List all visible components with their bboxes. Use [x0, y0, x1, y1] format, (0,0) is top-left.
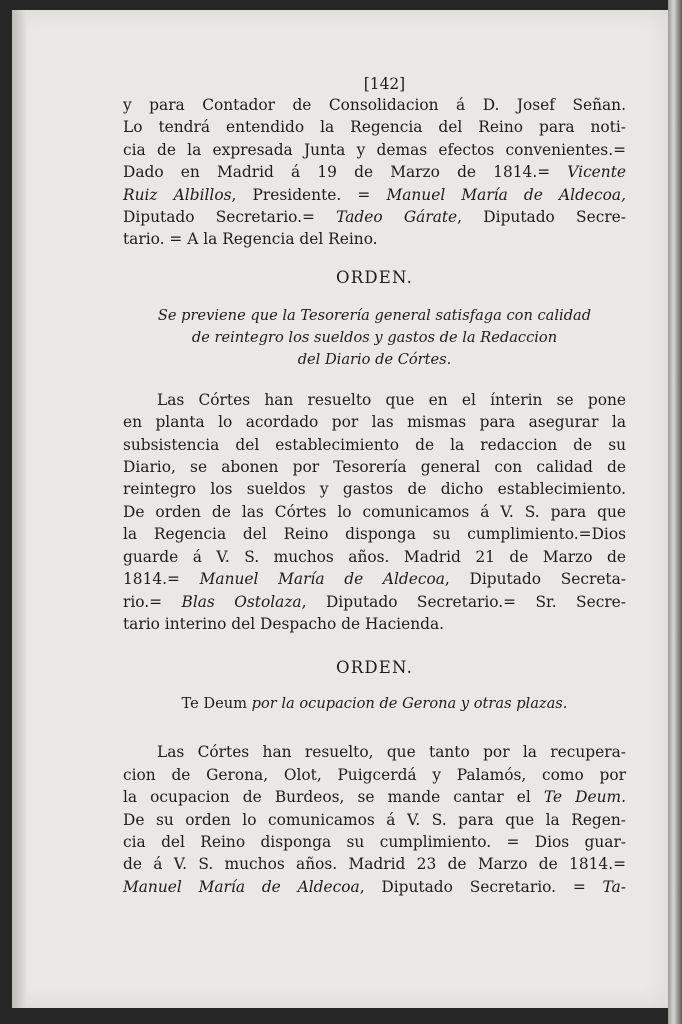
- signatory-name: Ruiz Albillos: [123, 185, 232, 204]
- subtitle-line: de reintegro los sueldos y gastos de la Redaccion: [191, 328, 558, 346]
- text-line: subsistencia del establecimiento de la redaccion de su: [123, 435, 626, 454]
- text-line: De orden de las Córtes lo comunicamos á V. S. para que: [123, 502, 626, 521]
- page-gutter: [12, 10, 26, 1008]
- text-line: Diario, se abonen por Tesorería general con calidad de: [123, 458, 626, 477]
- text-line: [123, 591, 626, 613]
- text-line: [123, 161, 626, 183]
- text-line: [123, 184, 626, 206]
- text-run: , Diputado Secreta-: [444, 570, 626, 589]
- text-line: cia del Reino disponga su cumplimiento. = Dios guar-: [123, 832, 626, 851]
- text-line: guarde á V. S. muchos años. Madrid 21 de Marzo de: [123, 547, 626, 566]
- section-body: [123, 389, 626, 635]
- text-run: Ta-: [602, 877, 626, 896]
- subtitle-italic: por la ocupacion de Gerona y otras plazas.: [251, 695, 568, 713]
- signatory-name: Tadeo Gárate: [336, 208, 458, 227]
- signatory-name: Manuel María de Aldecoa: [199, 570, 445, 589]
- text-run: Diputado Secretario.=: [123, 208, 337, 227]
- text-line: reintegro los sueldos y gastos de dicho establecimiento.: [123, 480, 626, 499]
- text-run: la ocupacion de Burdeos, se mande cantar el: [123, 788, 544, 807]
- text-line: De su orden lo comunicamos á V. S. para que la Regen-: [123, 810, 626, 829]
- te-deum-italic: Te Deum.: [543, 788, 626, 807]
- text-line: tario interino del Despacho de Hacienda.: [123, 614, 445, 633]
- text-line: [123, 568, 626, 590]
- section-subtitle: [123, 693, 626, 715]
- section-heading: ORDEN.: [335, 658, 414, 678]
- text-line: de á V. S. muchos años. Madrid 23 de Marzo de 1814.=: [123, 855, 626, 874]
- opening-paragraph: [123, 94, 626, 251]
- page-edge: [668, 0, 682, 1024]
- text-run: Dado en Madrid á 19 de Marzo de 1814.=: [123, 163, 568, 182]
- text-line: cia de la expresada Junta y demas efectos convenientes.=: [123, 140, 626, 159]
- signatory-name: Manuel María de Aldecoa: [123, 877, 360, 896]
- text-line: cion de Gerona, Olot, Puigcerdá y Palamós, como por: [123, 765, 626, 784]
- text-run: , Diputado Secretario.= Sr. Secre-: [301, 592, 626, 611]
- text-line: Lo tendrá entendido la Regencia del Reino para noti-: [123, 118, 626, 137]
- signatory-name: Blas Ostolaza: [181, 592, 302, 611]
- section-heading: ORDEN.: [335, 267, 414, 287]
- text-line: [123, 876, 626, 898]
- section-subtitle: [123, 305, 626, 371]
- text-line: [123, 786, 626, 808]
- subtitle-line: Se previene que la Tesorería general satisfaga con calidad: [157, 306, 592, 324]
- text-run: , Presidente. =: [231, 185, 387, 204]
- signatory-name: Vicente: [567, 163, 626, 182]
- page-number: [142]: [363, 75, 406, 93]
- text-run: , Diputado Secre-: [457, 208, 626, 227]
- text-run: rio.=: [123, 592, 182, 611]
- text-line: tario. = A la Regencia del Reino.: [123, 230, 378, 249]
- subtitle-plain: Te Deum: [181, 695, 252, 713]
- page-text: [123, 74, 626, 898]
- text-line: [123, 206, 626, 228]
- subtitle-line: del Diario de Córtes.: [297, 350, 452, 368]
- text-line: en planta lo acordado por las mismas para asegurar la: [123, 413, 626, 432]
- text-line: Las Córtes han resuelto que en el ínterin se pone: [157, 390, 626, 409]
- section-body: [123, 741, 626, 898]
- text-line: la Regencia del Reino disponga su cumplimiento.=Dios: [123, 525, 626, 544]
- text-line: Las Córtes han resuelto, que tanto por la recupera-: [157, 743, 626, 762]
- signatory-name: Manuel María de Aldecoa,: [386, 185, 626, 204]
- text-line: y para Contador de Consolidacion á D. Josef Señan.: [123, 96, 626, 114]
- text-run: , Diputado Secretario. =: [359, 877, 603, 896]
- text-run: 1814.=: [123, 570, 200, 589]
